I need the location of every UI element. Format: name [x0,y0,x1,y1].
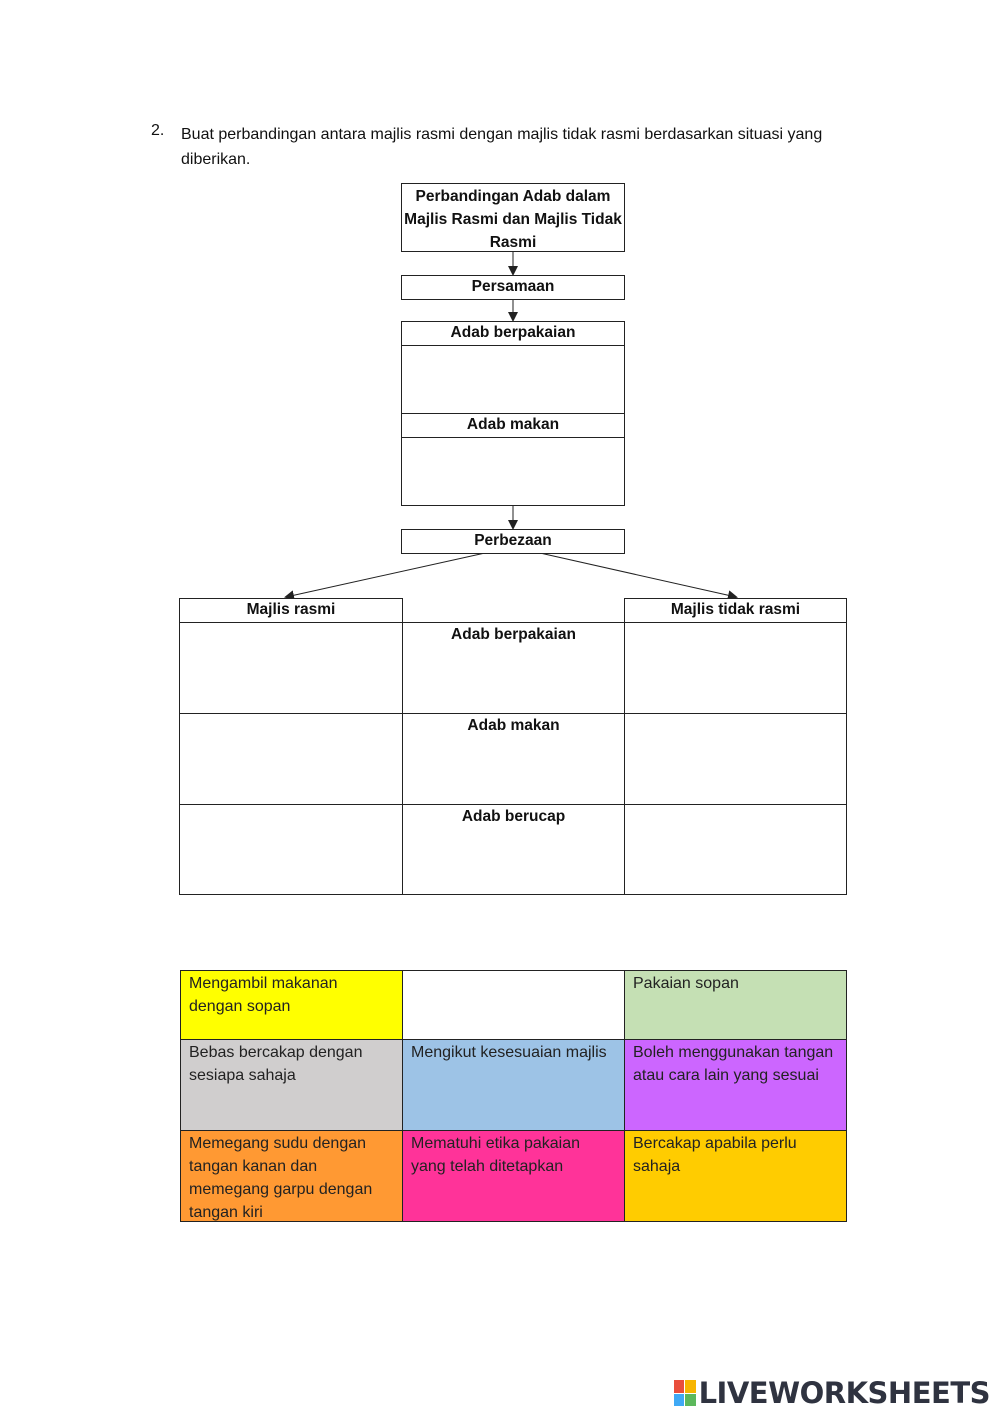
answer-card[interactable]: Mengikut kesesuaian majlis [402,1039,625,1131]
comparison-row-label: Adab makan [402,713,625,805]
majlis-rasmi-dropzone[interactable] [179,713,403,805]
answer-card[interactable]: Mematuhi etika pakaian yang telah ditetapkan [402,1130,625,1222]
answer-card[interactable]: Pakaian sopan [624,970,847,1040]
liveworksheets-logo-icon [674,1380,696,1406]
arrow-to-majlis-rasmi [286,553,485,597]
similarity-answer-dropzone[interactable] [401,345,625,414]
answer-card[interactable]: Boleh menggunakan tangan atau cara lain yang sesuai [624,1039,847,1131]
majlis-tidak-rasmi-dropzone[interactable] [624,713,847,805]
comparison-row-label: Adab berucap [402,804,625,895]
similarity-item-label: Adab makan [401,413,625,438]
majlis-rasmi-heading: Majlis rasmi [179,598,403,623]
answer-empty-slot [402,970,625,1040]
majlis-rasmi-dropzone[interactable] [179,804,403,895]
answer-card[interactable]: Mengambil makanan dengan sopan [180,970,403,1040]
similarity-answer-dropzone[interactable] [401,437,625,506]
answer-card[interactable]: Bercakap apabila perlu sahaja [624,1130,847,1222]
answer-card[interactable]: Memegang sudu dengan tangan kanan dan memegang garpu dengan tangan kiri [180,1130,403,1222]
majlis-tidak-rasmi-dropzone[interactable] [624,804,847,895]
arrow-to-majlis-tidak-rasmi [540,553,736,597]
watermark-text: LIVEWORKSHEETS [698,1376,990,1410]
answer-card[interactable]: Bebas bercakap dengan sesiapa sahaja [180,1039,403,1131]
comparison-row-label: Adab berpakaian [402,622,625,714]
liveworksheets-logo [674,1375,990,1411]
question-number: 2. [151,122,165,139]
majlis-rasmi-dropzone[interactable] [179,622,403,714]
flow-title-box: Perbandingan Adab dalam Majlis Rasmi dan Majlis Tidak Rasmi [401,183,625,252]
question-text: Buat perbandingan antara majlis rasmi dengan majlis tidak rasmi berdasarkan situasi yang diberikan. [181,126,823,168]
majlis-tidak-rasmi-heading: Majlis tidak rasmi [624,598,847,623]
similarity-heading: Persamaan [401,275,625,300]
similarity-item-label: Adab berpakaian [401,321,625,346]
difference-heading: Perbezaan [401,529,625,554]
majlis-tidak-rasmi-dropzone[interactable] [624,622,847,714]
